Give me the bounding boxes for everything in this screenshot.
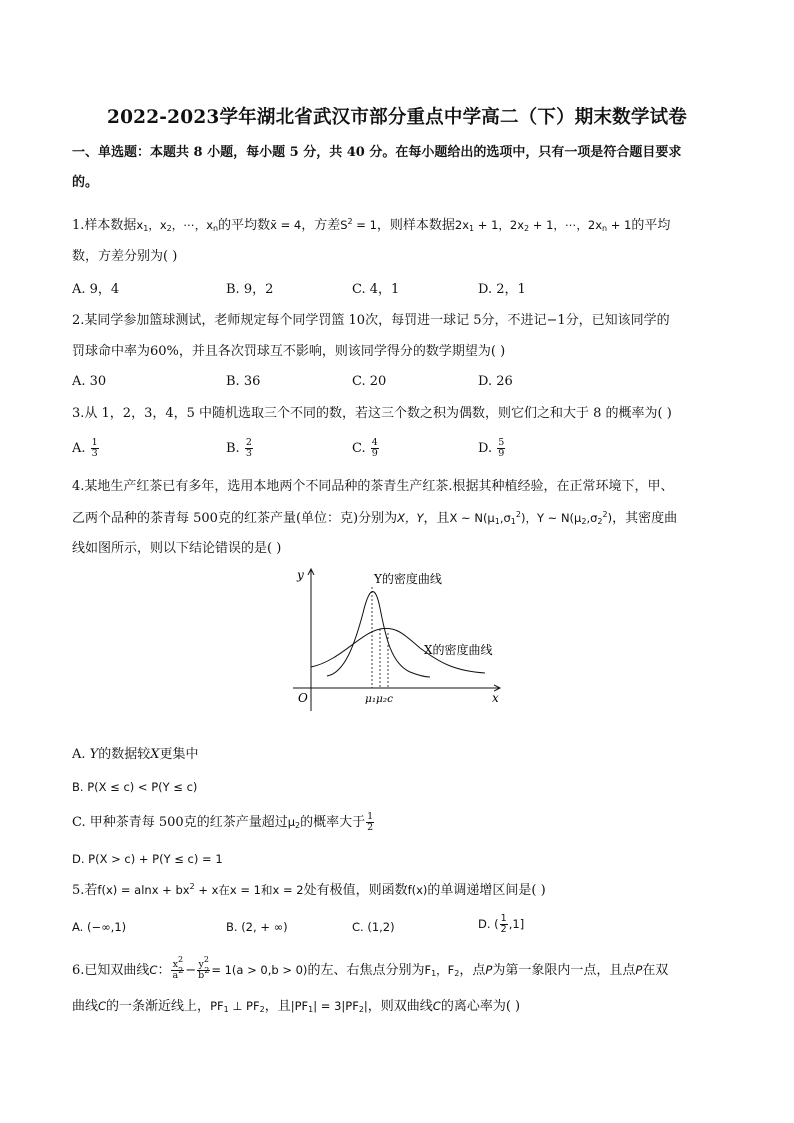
origin-label: O [298,691,308,705]
q4-option-a[interactable]: A. Y的数据较X更集中 [72,747,199,762]
q3-option-d[interactable]: D. $\frac{5}{9}$ [478,437,505,459]
q2-option-c[interactable]: C. 20 [352,374,387,389]
q1-option-b[interactable]: B. 9，2 [226,282,274,297]
question-4-line2: 乙两个品种的茶青每 500克的红茶产量(单位：克)分别为X，Y，且X ~ $N(\mu_1,\sigma_1^2)$，Y ~ $N(\mu_2,\sigma_2^2)$，其密度曲 [72,510,678,526]
q5-option-a[interactable]: A. (−∞,1) [72,920,127,934]
q2-option-a[interactable]: A. 30 [72,374,107,389]
q5-option-d[interactable]: D. ( $\frac{1}{2}$ ,1] [478,913,525,935]
question-1-line2: 数，方差分别为( ) [72,249,178,264]
q4-option-b[interactable]: B. P(X ≤ c) < P(Y ≤ c) [72,780,198,794]
x-curve-label: X的密度曲线 [424,643,493,657]
question-5-line1: 5.若$f(x) = alnx + bx^2 + x$在x = 1和x = 2处有极值，则函数f(x)的单调递增区间是( ) [72,882,546,898]
question-2-line2: 罚球命中率为60%，并且各次罚球互不影响，则该同学得分的数学期望为( ) [72,344,506,359]
question-6-line1: 6.已知双曲线C： $\frac{x^2}{a^2}$ − $\frac{y^2}{b^2}$ = 1(a > 0,b > 0)的左、右焦点分别为$F_1$，$F_2$，点P为第一象限内一点，且点P在双 [72,955,669,981]
q5-option-c[interactable]: C. (1,2) [352,920,395,934]
q1-option-c[interactable]: C. 4，1 [352,282,400,297]
q2-option-b[interactable]: B. 36 [226,374,261,389]
y-axis-label: y [297,568,304,582]
question-1-line1: 1.样本数据$x_1$，$x_2$，⋯，$x_n$的平均数x̄ = 4，方差$S^2 = 1$，则样本数据$2x_1 + 1$，$2x_2 + 1$，⋯，$2x_n + 1$的平均 [72,217,671,233]
q5-option-b[interactable]: B. (2, + ∞) [226,920,288,934]
q3-option-a[interactable]: A. $\frac{1}{3}$ [72,437,98,459]
question-4-line1: 4.某地生产红茶已有多年，选用本地两个不同品种的茶青生产红茶.根据其种植经验，在正常环境下，甲、 [72,479,674,494]
q4-option-d[interactable]: D. P(X > c) + P(Y ≤ c) = 1 [72,852,223,866]
question-4-line3: 线如图所示，则以下结论错误的是( ) [72,541,282,556]
q4-option-c[interactable]: C. 甲种茶青每 500克的红茶产量超过$\mu_2$的概率大于 $\frac{1}{2}$ [72,811,374,833]
section-heading: 一、单选题：本题共 8 小题，每小题 5 分，共 40 分。在每小题给出的选项中，只有一项是符合题目要求 [72,145,682,160]
density-curve-graph [285,563,510,715]
y-density-curve [327,592,430,677]
page-title: 2022-2023学年湖北省武汉市部分重点中学高二（下）期末数学试卷 [107,107,687,128]
q3-option-b[interactable]: B. $\frac{2}{3}$ [226,437,252,459]
q1-option-a[interactable]: A. 9，4 [72,282,120,297]
question-6-line2: 曲线C的一条渐近线上，$PF_1$ ⊥ $PF_2$，且$|PF_1| = 3|PF_2|$，则双曲线C的离心率为( ) [72,999,521,1014]
q2-option-d[interactable]: D. 26 [478,374,513,389]
x-axis-label: x [492,691,499,705]
q3-option-c[interactable]: C. $\frac{4}{9}$ [352,437,378,459]
section-heading-cont: 的。 [72,175,99,190]
question-2-line1: 2.某同学参加篮球测试，老师规定每个同学罚篮 10次，每罚进一球记 5分，不进记−1分，已知该同学的 [72,313,670,328]
question-3-line1: 3.从 1，2，3，4，5 中随机选取三个不同的数，若这三个数之积为偶数，则它们之和大于 8 的概率为( ) [72,406,672,421]
y-curve-label: Y的密度曲线 [374,572,442,586]
mu-c-labels: μ₁μ₂c [365,693,393,705]
q1-option-d[interactable]: D. 2，1 [478,282,526,297]
